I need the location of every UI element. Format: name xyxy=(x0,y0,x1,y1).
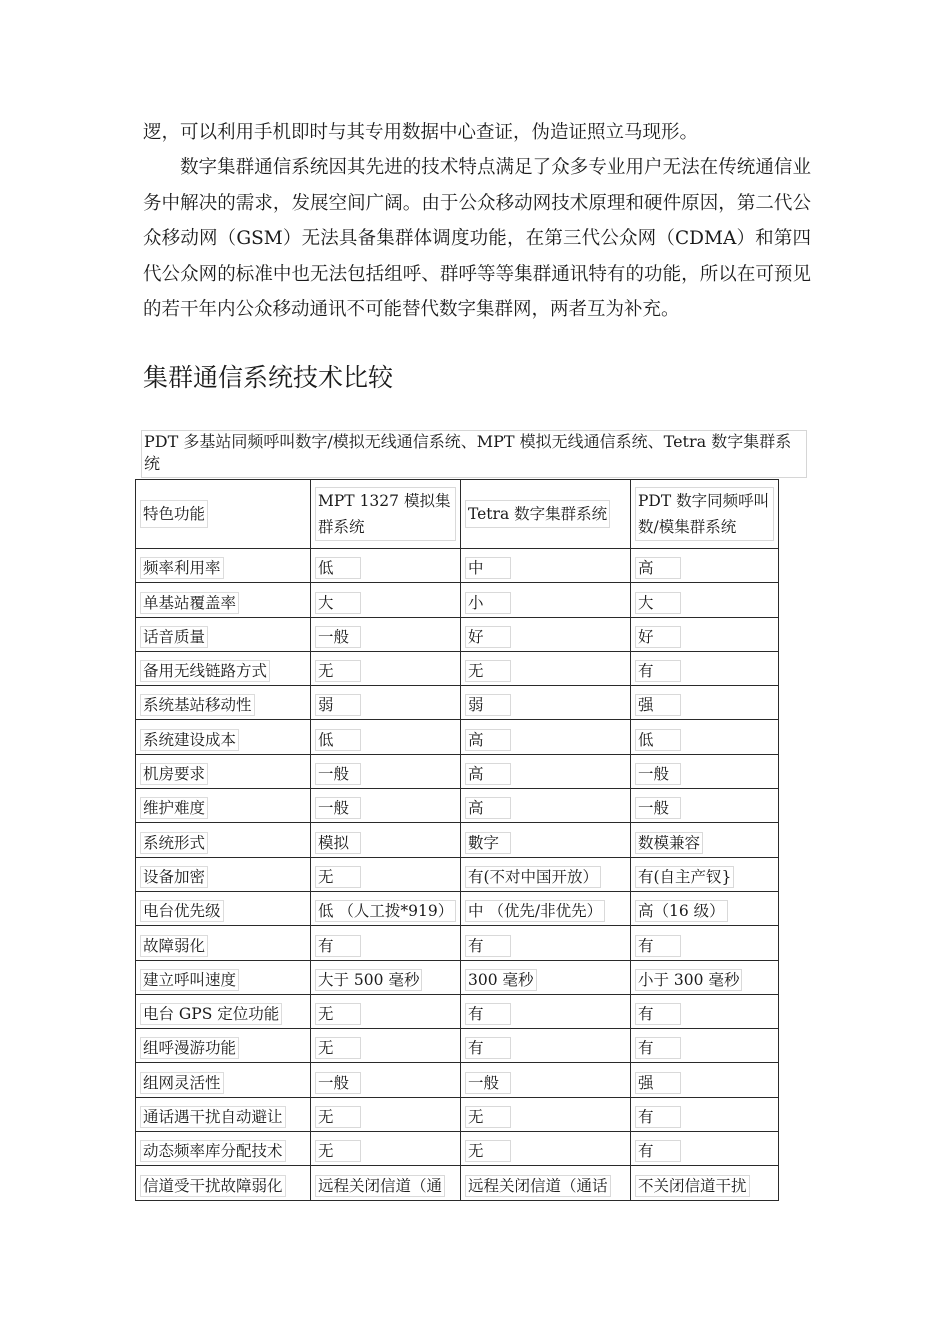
table-cell-feature xyxy=(136,891,311,925)
table-cell-tetra xyxy=(461,583,631,617)
cell-text: 组呼漫游功能 xyxy=(140,1037,239,1059)
table-cell-pdt xyxy=(631,994,779,1028)
table-row xyxy=(136,549,779,583)
table-cell-pdt xyxy=(631,686,779,720)
table-row xyxy=(136,1132,779,1166)
table-cell-feature xyxy=(136,1132,311,1166)
comparison-table xyxy=(135,479,779,1201)
table-cell-feature xyxy=(136,823,311,857)
cell-text: 远程关闭信道（通话 xyxy=(465,1175,611,1197)
table-cell-mpt xyxy=(311,857,461,891)
table-cell-feature xyxy=(136,583,311,617)
table-cell-mpt xyxy=(311,1097,461,1131)
cell-text: 强 xyxy=(635,1072,681,1094)
cell-text: 一般 xyxy=(315,763,361,785)
cell-text: 數字 xyxy=(465,832,511,854)
table-row xyxy=(136,994,779,1028)
table-cell-tetra xyxy=(461,789,631,823)
cell-text: 频率利用率 xyxy=(140,557,224,579)
table-cell-tetra xyxy=(461,926,631,960)
table-cell-pdt xyxy=(631,960,779,994)
cell-text: 远程关闭信道（通 xyxy=(315,1175,445,1197)
cell-text: 高 xyxy=(635,557,681,579)
table-cell-feature xyxy=(136,617,311,651)
cell-text: 300 毫秒 xyxy=(465,969,537,991)
cell-text: 电台优先级 xyxy=(140,900,224,922)
cell-text: 话音质量 xyxy=(140,626,208,648)
table-cell-pdt xyxy=(631,789,779,823)
cell-text: 有 xyxy=(315,935,361,957)
header-feature-text: 特色功能 xyxy=(140,500,208,528)
cell-text: 高 xyxy=(465,763,511,785)
cell-text: 一般 xyxy=(315,797,361,819)
cell-text: 有 xyxy=(635,1037,681,1059)
table-cell-tetra xyxy=(461,994,631,1028)
table-cell-tetra xyxy=(461,720,631,754)
cell-text: 有(自主产钗} xyxy=(635,866,734,888)
table-cell-tetra xyxy=(461,754,631,788)
table-cell-pdt xyxy=(631,583,779,617)
header-cell-feature xyxy=(136,480,311,549)
cell-text: 系统基站移动性 xyxy=(140,694,255,716)
table-cell-feature xyxy=(136,1097,311,1131)
table-row xyxy=(136,926,779,960)
table-cell-feature xyxy=(136,857,311,891)
table-cell-mpt xyxy=(311,686,461,720)
table-cell-mpt xyxy=(311,583,461,617)
cell-text: 一般 xyxy=(315,626,361,648)
header-cell-pdt xyxy=(631,480,779,549)
cell-text: 有 xyxy=(635,1106,681,1128)
table-cell-tetra xyxy=(461,651,631,685)
cell-text: 有 xyxy=(465,935,511,957)
table-row xyxy=(136,583,779,617)
cell-text: 无 xyxy=(465,660,511,682)
table-cell-mpt xyxy=(311,994,461,1028)
table-cell-tetra xyxy=(461,549,631,583)
table-cell-feature xyxy=(136,549,311,583)
cell-text: 机房要求 xyxy=(140,763,208,785)
table-cell-feature xyxy=(136,1063,311,1097)
table-cell-tetra xyxy=(461,891,631,925)
cell-text: 一般 xyxy=(465,1072,511,1094)
table-cell-feature xyxy=(136,926,311,960)
cell-text: 低 xyxy=(315,557,361,579)
cell-text: 无 xyxy=(315,660,361,682)
cell-text: 无 xyxy=(465,1140,511,1162)
table-cell-pdt xyxy=(631,1166,779,1200)
cell-text: 一般 xyxy=(635,797,681,819)
cell-text: 信道受干扰故障弱化 xyxy=(140,1175,286,1197)
cell-text: 弱 xyxy=(315,694,361,716)
cell-text: 高 xyxy=(465,729,511,751)
cell-text: 维护难度 xyxy=(140,797,208,819)
cell-text: 无 xyxy=(315,1003,361,1025)
table-cell-mpt xyxy=(311,549,461,583)
table-cell-tetra xyxy=(461,1132,631,1166)
cell-text: 系统形式 xyxy=(140,832,208,854)
table-cell-feature xyxy=(136,686,311,720)
table-cell-feature xyxy=(136,1029,311,1063)
cell-text: 小 xyxy=(465,592,511,614)
table-cell-tetra xyxy=(461,1029,631,1063)
table-cell-mpt xyxy=(311,1063,461,1097)
cell-text: 中 xyxy=(465,557,511,579)
table-cell-tetra xyxy=(461,960,631,994)
table-row xyxy=(136,857,779,891)
cell-text: 大于 500 毫秒 xyxy=(315,969,422,991)
table-row xyxy=(136,891,779,925)
table-cell-mpt xyxy=(311,1166,461,1200)
header-pdt-text: PDT 数字同频呼叫数/模集群系统 xyxy=(635,487,774,541)
cell-text: 无 xyxy=(315,1037,361,1059)
cell-text: 故障弱化 xyxy=(140,935,208,957)
cell-text: 弱 xyxy=(465,694,511,716)
table-cell-mpt xyxy=(311,720,461,754)
table-cell-pdt xyxy=(631,1063,779,1097)
table-cell-tetra xyxy=(461,617,631,651)
cell-text: 建立呼叫速度 xyxy=(140,969,239,991)
cell-text: 系统建设成本 xyxy=(140,729,239,751)
cell-text: 高（16 级） xyxy=(635,900,728,922)
table-cell-pdt xyxy=(631,720,779,754)
table-caption: PDT 多基站同频呼叫数字/模拟无线通信系统、MPT 模拟无线通信系统、Tetra 数字集群系统 xyxy=(141,430,807,478)
table-row xyxy=(136,1029,779,1063)
cell-text: 无 xyxy=(315,1106,361,1128)
cell-text: 低 （人工拨*919） xyxy=(315,900,456,922)
table-cell-feature xyxy=(136,651,311,685)
table-row xyxy=(136,1166,779,1200)
cell-text: 有(不对中国开放） xyxy=(465,866,601,888)
cell-text: 有 xyxy=(635,1140,681,1162)
cell-text: 通话遇干扰自动避让 xyxy=(140,1106,286,1128)
cell-text: 数模兼容 xyxy=(635,832,703,854)
table-cell-pdt xyxy=(631,926,779,960)
cell-text: 强 xyxy=(635,694,681,716)
table-row xyxy=(136,789,779,823)
table-cell-mpt xyxy=(311,789,461,823)
cell-text: 有 xyxy=(635,1003,681,1025)
table-row xyxy=(136,960,779,994)
cell-text: 低 xyxy=(635,729,681,751)
table-cell-tetra xyxy=(461,823,631,857)
paragraph-2: 数字集群通信系统因其先进的技术特点满足了众多专业用户无法在传统通信业务中解决的需求，发展空间广阔。由于公众移动网技术原理和硬件原因，第二代公众移动网（GSM）无法具备集群体调度功能，在第三代公众网（CDMA）和第四代公众网的标准中也无法包括组呼、群呼等等集群通讯特有的功能，所以在可预见的若干年内公众移动通讯不可能替代数字集群网，两者互为补充。 xyxy=(143,157,811,320)
table-cell-tetra xyxy=(461,1166,631,1200)
table-cell-mpt xyxy=(311,651,461,685)
cell-text: 有 xyxy=(465,1037,511,1059)
table-cell-mpt xyxy=(311,1029,461,1063)
header-cell-tetra xyxy=(461,480,631,549)
cell-text: 单基站覆盖率 xyxy=(140,592,239,614)
table-cell-pdt xyxy=(631,823,779,857)
table-cell-mpt xyxy=(311,617,461,651)
table-cell-feature xyxy=(136,1166,311,1200)
table-row xyxy=(136,1097,779,1131)
table-cell-pdt xyxy=(631,617,779,651)
table-row xyxy=(136,720,779,754)
cell-text: 无 xyxy=(465,1106,511,1128)
paragraph-1: 逻，可以利用手机即时与其专用数据中心查证，伪造证照立马现形。 xyxy=(143,122,699,143)
cell-text: 有 xyxy=(635,935,681,957)
table-cell-tetra xyxy=(461,1063,631,1097)
table-cell-mpt xyxy=(311,926,461,960)
table-cell-pdt xyxy=(631,891,779,925)
section-heading: 集群通信系统技术比较 xyxy=(143,363,394,392)
cell-text: 大 xyxy=(635,592,681,614)
cell-text: 不关闭信道干扰 xyxy=(635,1175,750,1197)
cell-text: 好 xyxy=(635,626,681,648)
table-cell-feature xyxy=(136,994,311,1028)
table-cell-mpt xyxy=(311,1132,461,1166)
table-cell-pdt xyxy=(631,1132,779,1166)
cell-text: 模拟 xyxy=(315,832,361,854)
cell-text: 无 xyxy=(315,866,361,888)
cell-text: 无 xyxy=(315,1140,361,1162)
table-cell-mpt xyxy=(311,891,461,925)
header-tetra-text: Tetra 数字集群系统 xyxy=(465,500,610,528)
cell-text: 高 xyxy=(465,797,511,819)
table-cell-mpt xyxy=(311,960,461,994)
table-cell-feature xyxy=(136,754,311,788)
table-cell-pdt xyxy=(631,651,779,685)
table-cell-tetra xyxy=(461,857,631,891)
table-row xyxy=(136,686,779,720)
header-mpt-text: MPT 1327 模拟集群系统 xyxy=(315,487,456,541)
cell-text: 低 xyxy=(315,729,361,751)
cell-text: 有 xyxy=(635,660,681,682)
cell-text: 好 xyxy=(465,626,511,648)
table-cell-tetra xyxy=(461,686,631,720)
table-cell-tetra xyxy=(461,1097,631,1131)
cell-text: 一般 xyxy=(315,1072,361,1094)
table-cell-feature xyxy=(136,789,311,823)
table-row xyxy=(136,823,779,857)
cell-text: 小于 300 毫秒 xyxy=(635,969,742,991)
table-cell-pdt xyxy=(631,1029,779,1063)
cell-text: 设备加密 xyxy=(140,866,208,888)
table-row xyxy=(136,617,779,651)
cell-text: 有 xyxy=(465,1003,511,1025)
cell-text: 一般 xyxy=(635,763,681,785)
table-header-row xyxy=(136,480,779,549)
cell-text: 大 xyxy=(315,592,361,614)
table-cell-feature xyxy=(136,720,311,754)
cell-text: 组网灵活性 xyxy=(140,1072,224,1094)
table-cell-mpt xyxy=(311,754,461,788)
header-cell-mpt xyxy=(311,480,461,549)
table-cell-pdt xyxy=(631,549,779,583)
table-row xyxy=(136,1063,779,1097)
table-cell-pdt xyxy=(631,857,779,891)
table-cell-feature xyxy=(136,960,311,994)
cell-text: 中 （优先/非优先） xyxy=(465,900,605,922)
cell-text: 动态频率库分配技术 xyxy=(140,1140,286,1162)
cell-text: 备用无线链路方式 xyxy=(140,660,270,682)
cell-text: 电台 GPS 定位功能 xyxy=(140,1003,282,1025)
table-row xyxy=(136,651,779,685)
comparison-table-body xyxy=(136,480,779,1201)
table-cell-mpt xyxy=(311,823,461,857)
table-cell-pdt xyxy=(631,1097,779,1131)
table-cell-pdt xyxy=(631,754,779,788)
table-row xyxy=(136,754,779,788)
